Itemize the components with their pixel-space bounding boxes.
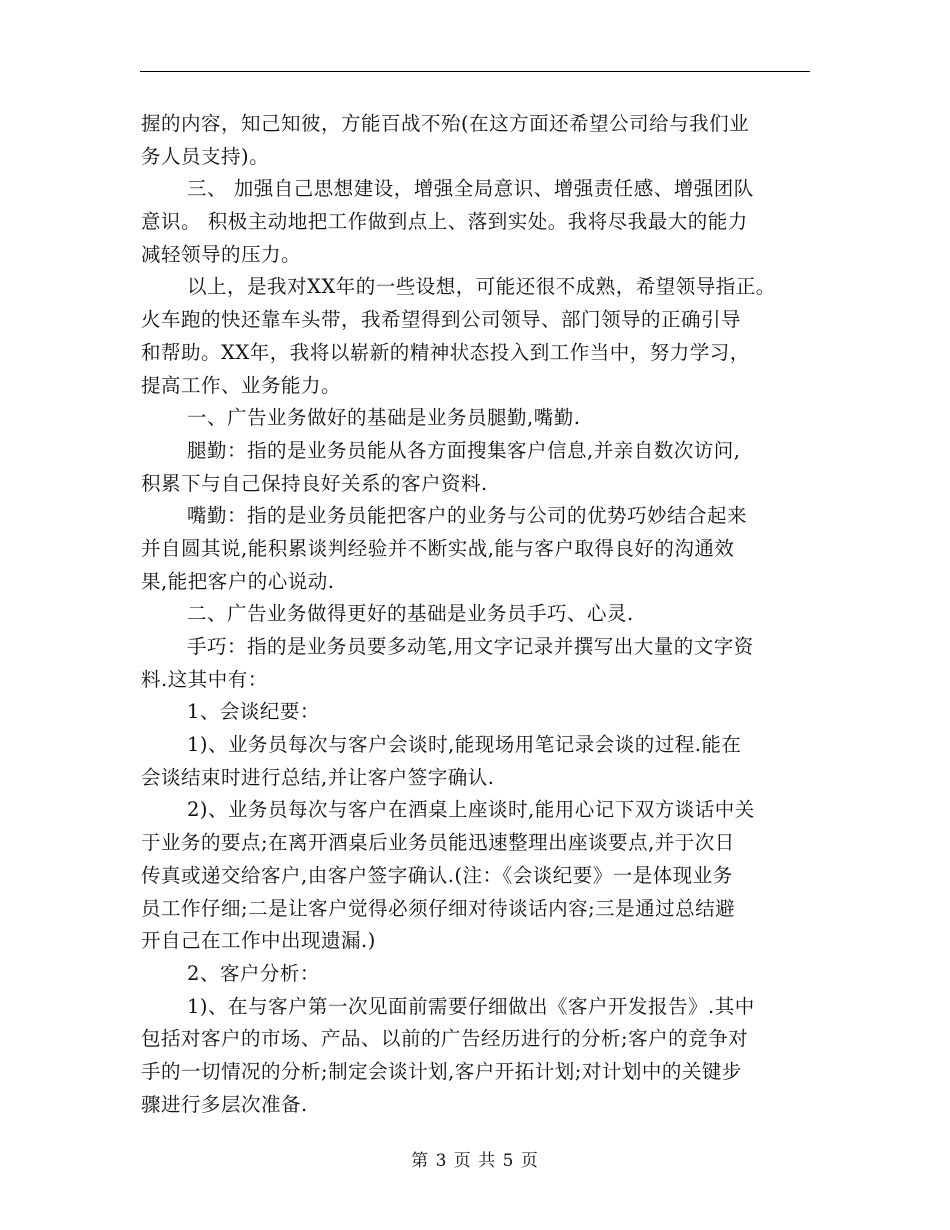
text-line: 提高工作、业务能力。 [141,373,342,397]
text-line: 员工作仔细;二是让客户觉得必须仔细对待谈话内容;三是通过总结避 [141,896,736,920]
text-line: 2)、业务员每次与客户在酒桌上座谈时,能用心记下双方谈话中关 [187,798,755,822]
text-line: 握的内容，知己知彼，方能百战不殆(在这方面还希望公司给与我们业 [141,112,750,135]
text-line: 三、 加强自己思想建设，增强全局意识、增强责任感、增强团队 [187,177,754,201]
text-line: 积累下与自己保持良好关系的客户资料. [141,471,488,495]
header-rule [140,71,810,72]
text-line: 1)、在与客户第一次见面前需要仔细做出《客户开发报告》.其中 [187,994,755,1018]
page-number: 第 3 页 共 5 页 [411,1151,539,1171]
text-line: 于业务的要点;在离开酒桌后业务员能迅速整理出座谈要点,并于次日 [141,831,735,855]
text-line: 开自己在工作中出现遗漏.) [141,929,376,953]
document-body [141,108,831,1121]
text-line: 传真或递交给客户,由客户签字确认.(注：《会谈纪要》一是体现业务 [141,863,733,887]
text-line: 骤进行多层次准备. [141,1092,308,1116]
subsection-heading: 2、客户分析： [187,961,320,985]
text-line: 意识。 积极主动地把工作做到点上、落到实处。我将尽我最大的能力 [141,210,748,234]
section-heading: 二、广告业务做得更好的基础是业务员手巧、心灵. [187,602,634,626]
text-line: 果,能把客户的心说动. [141,569,335,593]
text-line: 料.这其中有： [141,667,268,691]
text-line: 包括对客户的市场、产品、以前的广告经历进行的分析;客户的竞争对 [141,1027,749,1051]
text-line: 火车跑的快还靠车头带，我希望得到公司领导、部门领导的正确引导 [141,308,742,332]
text-line: 1)、业务员每次与客户会谈时,能现场用笔记录会谈的过程.能在 [187,733,742,757]
section-heading: 一、广告业务做好的基础是业务员腿勤,嘴勤. [187,406,581,430]
text-line: 减轻领导的压力。 [141,242,302,266]
text-line: 以上，是我对XX年的一些设想，可能还很不成熟，希望领导指正。 [187,275,776,299]
text-line: 腿勤：指的是业务员能从各方面搜集客户信息,并亲自数次访问, [187,438,741,462]
text-line: 手的一切情况的分析;制定会谈计划,客户开拓计划;对计划中的关键步 [141,1059,742,1083]
text-line: 和帮助。XX年，我将以崭新的精神状态投入到工作当中，努力学习， [141,340,750,364]
text-line: 务人员支持)。 [141,144,270,168]
text-line: 并自圆其说,能积累谈判经验并不断实战,能与客户取得良好的沟通效 [141,536,735,560]
text-line: 会谈结束时进行总结,并让客户签字确认. [141,765,495,789]
subsection-heading: 1、会谈纪要： [187,700,320,724]
text-line: 嘴勤：指的是业务员能把客户的业务与公司的优势巧妙结合起来 [187,504,748,528]
text-line: 手巧：指的是业务员要多动笔,用文字记录并撰写出大量的文字资 [187,635,754,658]
